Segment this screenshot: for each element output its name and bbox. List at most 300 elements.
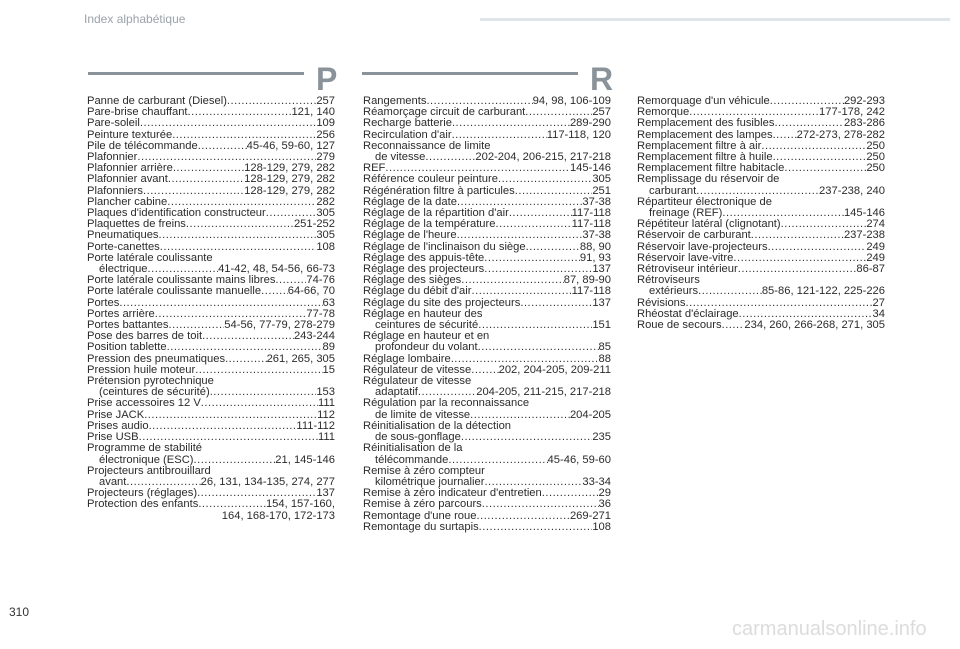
entry-pages: 87, 89-90 — [563, 275, 611, 287]
entry-label: Recharge batterie — [363, 118, 452, 130]
entry-heading-line: Régulation par la reconnaissance — [363, 397, 530, 410]
entry-label: Position tablette — [87, 342, 167, 354]
entry-label: Remplacement des lampes — [637, 129, 773, 141]
entry-heading-line: Programme de stabilité — [87, 442, 203, 455]
index-entry — [87, 130, 335, 141]
dot-leader — [484, 264, 592, 275]
entry-pages: 249 — [866, 252, 885, 264]
dot-leader — [781, 219, 867, 230]
entry-heading-line: Reconnaissance de limite — [363, 139, 491, 152]
entry-label: carburant — [649, 185, 697, 197]
entry-label: Projecteurs (réglages) — [87, 488, 198, 500]
entry-label: Plafonniers — [87, 185, 143, 197]
index-entry — [637, 242, 885, 253]
entry-pages: 74-76 — [306, 275, 335, 287]
entry-label: Réglage lombaire — [363, 353, 451, 365]
entry-pages: 85-86, 121-122, 225-226 — [761, 286, 885, 298]
entry-label: télécommande — [375, 454, 449, 466]
dot-leader — [144, 410, 317, 421]
index-entry — [637, 107, 885, 118]
entry-label: Roue de secours — [637, 320, 722, 332]
dot-leader — [738, 264, 857, 275]
dot-leader — [266, 208, 317, 219]
index-entry — [637, 320, 885, 331]
dot-leader — [461, 275, 563, 286]
dot-leader — [137, 152, 316, 163]
dot-leader — [126, 477, 200, 488]
dot-leader — [451, 354, 599, 365]
dot-leader — [275, 275, 306, 286]
entry-label: électronique (ESC) — [99, 454, 194, 466]
dot-leader — [773, 130, 797, 141]
entry-pages: 111 — [317, 398, 335, 410]
entry-pages: 36 — [598, 499, 611, 511]
entry-pages: 145-146 — [843, 208, 885, 220]
dot-leader — [159, 230, 317, 241]
page-number: 310 — [9, 605, 30, 619]
index-entry — [363, 242, 611, 253]
dot-leader — [225, 354, 266, 365]
dot-leader — [761, 141, 866, 152]
entry-pages: 243-244 — [293, 331, 335, 343]
entry-pages: 305 — [316, 208, 335, 220]
index-entry — [637, 152, 885, 163]
entry-pages: 251-252 — [293, 219, 335, 231]
entry-pages: 249 — [866, 241, 885, 253]
entry-label: Rhéostat d'éclairage — [637, 308, 739, 320]
entry-pages: 250 — [866, 140, 885, 152]
entry-label: Protection des enfants — [87, 499, 199, 511]
dot-leader — [722, 320, 745, 331]
dot-leader — [773, 152, 867, 163]
entry-pages: 235 — [592, 432, 611, 444]
entry-pages: 117-118 — [571, 286, 611, 298]
entry-label: Pneumatiques — [87, 230, 159, 242]
entry-label: Réglage de l'heure — [363, 230, 457, 242]
entry-label: Prise JACK — [87, 409, 145, 421]
index-entry — [637, 118, 885, 129]
index-entry — [87, 197, 335, 208]
dot-leader — [472, 286, 572, 297]
watermark: carmanualsonline.info — [732, 618, 927, 640]
index-entry — [637, 298, 885, 309]
index-entry — [363, 275, 611, 286]
dot-leader — [198, 141, 247, 152]
entry-label: de sous-gonflage — [375, 432, 461, 444]
entry-pages: 45-46, 59-60 — [547, 454, 611, 466]
entry-pages: 34 — [872, 308, 885, 320]
entry-label: Réglage des appuis-tête — [363, 252, 485, 264]
dot-leader — [148, 264, 219, 275]
entry-label: Plaques d'identification constructeur — [87, 208, 266, 220]
entry-pages: 250 — [866, 152, 885, 164]
index-entry — [87, 208, 335, 219]
entry-label: Pare-brise chauffant — [87, 107, 188, 119]
dot-leader — [525, 107, 592, 118]
index-entry — [363, 163, 611, 174]
entry-pages: 237-238 — [843, 230, 885, 242]
index-entry — [363, 342, 611, 353]
entry-label: Réglage de la répartition d'air — [363, 208, 509, 220]
dot-leader — [188, 107, 292, 118]
entry-label: Porte latérale coulissante manuelle — [87, 286, 262, 298]
section-rule — [362, 72, 578, 75]
entry-pages: 128-129, 279, 282 — [244, 185, 335, 197]
entry-label: (ceintures de sécurité) — [99, 387, 210, 399]
index-entry — [87, 320, 335, 331]
entry-label: Plafonnier arrière — [87, 163, 173, 175]
entry-label: Prise accessoires 12 V — [87, 398, 201, 410]
entry-pages: 117-118, 120 — [546, 129, 611, 141]
index-entry — [363, 152, 611, 163]
entry-label: Plancher cabine — [87, 196, 168, 208]
index-entry — [87, 410, 335, 421]
entry-pages: 272-273, 278-282 — [796, 129, 885, 141]
entry-label: Pile de télécommande — [87, 140, 198, 152]
entry-heading-line: Projecteurs antibrouillard — [87, 464, 211, 477]
index-entry — [87, 286, 335, 297]
dot-leader — [476, 511, 569, 522]
index-entry — [87, 174, 335, 185]
entry-label: Prise USB — [87, 432, 139, 444]
entry-heading-line: Remise à zéro compteur — [363, 464, 485, 477]
dot-leader — [149, 421, 297, 432]
entry-heading-line: Réglage en hauteur et en — [363, 330, 490, 343]
dot-leader — [774, 118, 844, 129]
entry-pages: 177-178, 242 — [819, 107, 885, 119]
entry-label: Révisions — [637, 297, 686, 309]
index-entry — [363, 197, 611, 208]
entry-pages: 26, 131, 134-135, 274, 277 — [200, 476, 335, 488]
entry-pages: 257 — [592, 107, 611, 119]
entry-pages: 137 — [316, 488, 335, 500]
dot-leader — [461, 432, 592, 443]
entry-label: Réglage de la température — [363, 219, 496, 231]
entry-pages: 234, 260, 266-268, 271, 305 — [744, 320, 885, 332]
entry-pages: 109 — [316, 118, 335, 130]
entry-label: électrique — [99, 264, 148, 276]
entry-pages: 204-205, 211-215, 217-218 — [476, 387, 611, 399]
entry-pages: 151 — [592, 320, 611, 332]
entry-heading-line: Réglage en hauteur des — [363, 307, 483, 320]
index-entry — [363, 208, 611, 219]
entry-pages: 261, 265, 305 — [266, 353, 335, 365]
entry-label: Répétiteur latéral (clignotant) — [637, 219, 781, 231]
dot-leader — [515, 186, 593, 197]
dot-leader — [542, 488, 599, 499]
entry-label: Réglage du débit d'air — [363, 286, 472, 298]
index-entry — [363, 230, 611, 241]
dot-leader — [722, 208, 844, 219]
dot-leader — [478, 342, 599, 353]
dot-leader — [457, 230, 583, 241]
dot-leader — [201, 398, 318, 409]
index-entry — [87, 152, 335, 163]
dot-leader — [733, 253, 866, 264]
entry-pages: 33-34 — [582, 476, 611, 488]
index-entry — [363, 253, 611, 264]
dot-leader — [173, 163, 244, 174]
dot-leader — [479, 522, 593, 533]
dot-leader — [167, 197, 316, 208]
entry-label: Réglage des projecteurs — [363, 264, 485, 276]
index-entry — [87, 118, 335, 129]
entry-pages: 108 — [316, 241, 335, 253]
entry-label: Référence couleur peinture — [363, 174, 498, 186]
index-entry — [363, 219, 611, 230]
entry-label: Réglage de l'inclinaison du siège — [363, 241, 526, 253]
entry-pages: 88, 90 — [579, 241, 611, 253]
section-letter: P — [316, 61, 338, 97]
entry-pages: 117-118 — [571, 208, 611, 220]
entry-label: Remplacement filtre habitacle — [637, 163, 785, 175]
index-entry — [637, 141, 885, 152]
entry-pages: 250 — [866, 163, 885, 175]
dot-leader — [495, 219, 571, 230]
entry-pages: 112 — [317, 409, 335, 421]
entry-pages: 237-238, 240 — [819, 185, 885, 197]
dot-leader — [457, 197, 582, 208]
entry-heading-line: Prétension pyrotechnique — [87, 375, 214, 388]
entry-label: de limite de vitesse — [375, 409, 471, 421]
index-entry — [87, 398, 335, 409]
dot-leader — [261, 286, 288, 297]
dot-leader — [143, 186, 244, 197]
entry-label: Plafonnier avant — [87, 174, 168, 186]
index-entry — [363, 477, 611, 488]
index-entry — [637, 130, 885, 141]
entry-label: Pose des barres de toit — [87, 331, 203, 343]
entry-pages: 137 — [592, 264, 611, 276]
index-entry — [87, 488, 335, 499]
entry-label: Rétroviseur intérieur — [637, 264, 738, 276]
entry-pages: 54-56, 77-79, 278-279 — [224, 320, 335, 332]
entry-pages: 63 — [322, 297, 335, 309]
dot-leader — [210, 387, 317, 398]
index-entry — [87, 342, 335, 353]
entry-label: Peinture texturée — [87, 129, 173, 141]
index-entry — [87, 163, 335, 174]
entry-heading-line: Rétroviseurs — [637, 274, 700, 287]
entry-heading-line: Réinitialisation de la détection — [363, 419, 512, 432]
entry-pages: 256 — [316, 129, 335, 141]
index-entry — [363, 118, 611, 129]
index-column-3 — [637, 96, 885, 331]
entry-pages: 37-38 — [582, 196, 611, 208]
index-entry — [87, 387, 335, 398]
dot-leader — [195, 365, 322, 376]
entry-pages: 154, 157-160, — [265, 499, 335, 511]
dot-leader — [739, 309, 873, 320]
entry-label: Pare-soleil — [87, 118, 140, 130]
dot-leader — [509, 208, 572, 219]
entry-label: Remplacement des fusibles — [637, 118, 775, 130]
dot-leader — [140, 118, 316, 129]
entry-label: Régulateur de vitesse — [363, 364, 472, 376]
header-rule — [480, 18, 950, 21]
entry-pages: 27 — [872, 297, 885, 309]
dot-leader — [520, 298, 592, 309]
entry-pages: 279 — [316, 152, 335, 164]
entry-heading-line: Porte latérale coulissante — [87, 251, 213, 264]
entry-label: Remorque — [637, 107, 690, 119]
dot-leader — [471, 365, 498, 376]
entry-label: Recirculation d'air — [363, 129, 452, 141]
entry-pages: 251 — [592, 185, 611, 197]
entry-label: Portes battantes — [87, 320, 169, 332]
entry-label: Réservoir lave-projecteurs — [637, 241, 768, 253]
entry-label: kilométrique journalier — [375, 476, 485, 488]
entry-pages: 94, 98, 106-109 — [532, 96, 611, 107]
index-entry — [363, 286, 611, 297]
entry-pages: 117-118 — [571, 219, 611, 231]
entry-pages: 282 — [316, 196, 335, 208]
entry-pages: 305 — [316, 230, 335, 242]
index-entry — [87, 230, 335, 241]
index-entry — [87, 477, 335, 488]
entry-label: profondeur du volant — [375, 342, 478, 354]
entry-label: Portes — [87, 297, 120, 309]
entry-label: Panne de carburant (Diesel) — [87, 96, 227, 107]
dot-leader — [167, 342, 323, 353]
entry-label: adaptatif — [375, 387, 418, 399]
entry-pages: 88 — [598, 353, 611, 365]
index-entry — [363, 499, 611, 510]
entry-pages: 137 — [592, 297, 611, 309]
entry-label: Pression des pneumatiques — [87, 353, 226, 365]
entry-label: Remise à zéro indicateur d'entretien — [363, 488, 542, 500]
entry-label: Réservoir de carburant — [637, 230, 751, 242]
index-entry — [363, 522, 611, 533]
entry-label: Porte-canettes — [87, 241, 160, 253]
section-rule — [88, 72, 304, 75]
entry-pages: 153 — [316, 387, 335, 399]
dot-leader — [686, 298, 873, 309]
index-entry — [363, 107, 611, 118]
entry-pages: 21, 145-146 — [275, 454, 335, 466]
entry-pages: 37-38 — [582, 230, 611, 242]
index-entry — [363, 511, 611, 522]
entry-heading-line: Répartiteur électronique de — [637, 195, 772, 208]
entry-pages: 204-205 — [569, 409, 611, 421]
dot-leader — [198, 499, 266, 510]
entry-pages: 64-66, 70 — [287, 286, 335, 298]
dot-leader — [784, 163, 866, 174]
entry-pages: 108 — [592, 521, 611, 533]
index-entry — [363, 174, 611, 185]
entry-label: Réamorçage circuit de carburant — [363, 107, 526, 119]
entry-label: Remontage d'une roue — [363, 510, 477, 522]
index-entry — [87, 331, 335, 342]
index-column-1 — [87, 96, 335, 522]
dot-leader — [385, 163, 570, 174]
index-entry — [87, 275, 335, 286]
index-entry — [87, 298, 335, 309]
dot-leader — [426, 96, 532, 107]
entry-pages: 15 — [322, 364, 335, 376]
index-entry — [637, 309, 885, 320]
dot-leader — [478, 320, 592, 331]
index-entry — [363, 264, 611, 275]
index-entry — [87, 309, 335, 320]
dot-leader — [452, 118, 570, 129]
section-letter: R — [590, 61, 614, 97]
entry-pages: 283-286 — [843, 118, 885, 130]
entry-pages: 41-42, 48, 54-56, 66-73 — [218, 264, 335, 276]
entry-pages: 274 — [866, 219, 885, 231]
entry-label: Pression huile moteur — [87, 364, 196, 376]
index-entry — [87, 219, 335, 230]
entry-label: freinage (REF) — [649, 208, 723, 220]
entry-label: Réservoir lave-vitre — [637, 252, 734, 264]
index-entry — [87, 141, 335, 152]
dot-leader — [484, 477, 582, 488]
entry-heading-line: Réinitialisation de la — [363, 442, 463, 455]
entry-pages: 145-146 — [569, 163, 611, 175]
entry-pages: 29 — [598, 488, 611, 500]
dot-leader — [482, 499, 599, 510]
index-entry — [637, 208, 885, 219]
index-entry — [363, 186, 611, 197]
dot-leader — [689, 107, 819, 118]
dot-leader — [168, 320, 224, 331]
entry-label: Remontage du surtapis — [363, 521, 479, 533]
entry-label: avant — [99, 476, 127, 488]
entry-label: Remorquage d'un véhicule — [637, 96, 770, 107]
dot-leader — [425, 152, 475, 163]
dot-leader — [770, 96, 844, 107]
dot-leader — [202, 331, 294, 342]
entry-label: Réglage de la date — [363, 196, 457, 208]
entry-label: Réglage du site des projecteurs — [363, 297, 521, 309]
entry-pages: 89 — [322, 342, 335, 354]
entry-pages: 45-46, 59-60, 127 — [246, 140, 335, 152]
dot-leader — [119, 298, 322, 309]
index-entry — [637, 230, 885, 241]
entry-heading-line: Régulateur de vitesse — [363, 375, 472, 388]
entry-label: Réglage des sièges — [363, 275, 462, 287]
entry-label: Rangements — [363, 96, 427, 107]
entry-label: REF — [363, 163, 386, 175]
entry-pages: 257 — [316, 96, 335, 107]
index-entry — [87, 264, 335, 275]
entry-pages: 111-112 — [296, 420, 335, 432]
index-entry — [87, 186, 335, 197]
entry-heading-line: Remplissage du réservoir de — [637, 173, 780, 186]
dot-leader — [227, 96, 316, 107]
entry-pages: 289-290 — [569, 118, 611, 130]
entry-pages-continued: 164, 168-170, 172-173 — [221, 509, 335, 522]
entry-pages: 91, 93 — [579, 252, 611, 264]
dot-leader — [698, 286, 762, 297]
entry-label: Portes arrière — [87, 308, 155, 320]
entry-label: extérieurs — [649, 286, 699, 298]
entry-label: Porte latérale coulissante mains libres — [87, 275, 276, 287]
entry-label: Remplacement filtre à air — [637, 140, 762, 152]
dot-leader — [484, 253, 580, 264]
entry-pages: 77-78 — [306, 308, 335, 320]
dot-leader — [751, 230, 844, 241]
index-entry — [87, 107, 335, 118]
entry-pages: 121, 140 — [291, 107, 335, 119]
index-entry — [363, 354, 611, 365]
entry-label: Remplacement filtre à huile — [637, 152, 773, 164]
entry-pages: 202, 204-205, 209-211 — [498, 364, 611, 376]
entry-label: Régénération filtre à particules — [363, 185, 515, 197]
entry-pages: 269-271 — [569, 510, 611, 522]
index-entry — [363, 96, 611, 107]
entry-pages: 128-129, 279, 282 — [244, 174, 335, 186]
